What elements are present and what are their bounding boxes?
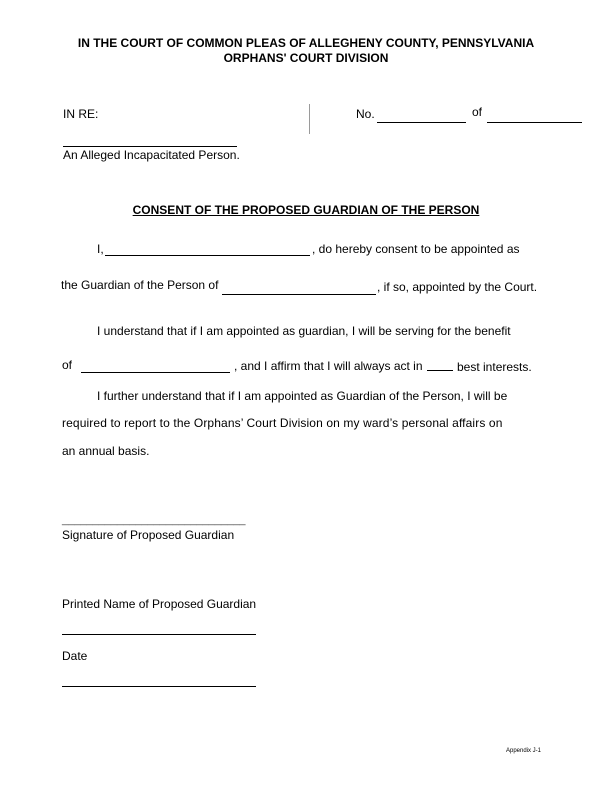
caption-divider bbox=[309, 104, 310, 134]
p1-prefix: I, bbox=[97, 242, 104, 256]
p6-text: required to report to the Orphans’ Court Division on my ward’s personal affairs on bbox=[62, 416, 503, 430]
p5-text: I further understand that if I am appointed as Guardian of the Person, I will be bbox=[97, 389, 508, 403]
alleged-incapacitated-person-label: An Alleged Incapacitated Person. bbox=[63, 148, 240, 162]
p3-text: I understand that if I am appointed as guardian, I will be serving for the benefit bbox=[97, 324, 511, 338]
docket-of-label: of bbox=[472, 105, 483, 119]
court-header-line-2: ORPHANS' COURT DIVISION bbox=[223, 51, 389, 65]
signature-line[interactable]: ______________________________ bbox=[62, 514, 246, 526]
guardian-name-field[interactable] bbox=[105, 255, 310, 256]
document-title: CONSENT OF THE PROPOSED GUARDIAN OF THE PERSON bbox=[132, 203, 480, 217]
printed-name-label: Printed Name of Proposed Guardian bbox=[62, 597, 257, 611]
benefit-of-field[interactable] bbox=[81, 372, 230, 373]
p2-prefix: the Guardian of the Person of bbox=[61, 278, 219, 292]
p7-text: an annual basis. bbox=[62, 444, 150, 458]
appendix-label: Appendix J-1 bbox=[506, 748, 542, 754]
pronoun-field[interactable] bbox=[427, 370, 453, 371]
p4-suffix: best interests. bbox=[457, 360, 532, 374]
p2-suffix: , if so, appointed by the Court. bbox=[377, 280, 538, 294]
person-name-field[interactable] bbox=[63, 146, 237, 147]
date-field[interactable] bbox=[62, 686, 256, 687]
court-header-line-1: IN THE COURT OF COMMON PLEAS OF ALLEGHENY COUNTY, PENNSYLVANIA bbox=[77, 36, 535, 50]
p4-prefix: of bbox=[62, 358, 73, 372]
docket-no-label: No. bbox=[356, 107, 375, 121]
printed-name-field[interactable] bbox=[62, 634, 256, 635]
date-label: Date bbox=[62, 649, 88, 663]
docket-year-field[interactable] bbox=[487, 122, 582, 123]
p1-suffix: , do hereby consent to be appointed as bbox=[312, 242, 520, 256]
p4-middle: , and I affirm that I will always act in bbox=[234, 359, 423, 373]
ward-name-field[interactable] bbox=[222, 294, 376, 295]
docket-number-field[interactable] bbox=[377, 122, 466, 123]
in-re-label: IN RE: bbox=[63, 107, 99, 121]
signature-label: Signature of Proposed Guardian bbox=[62, 528, 235, 542]
